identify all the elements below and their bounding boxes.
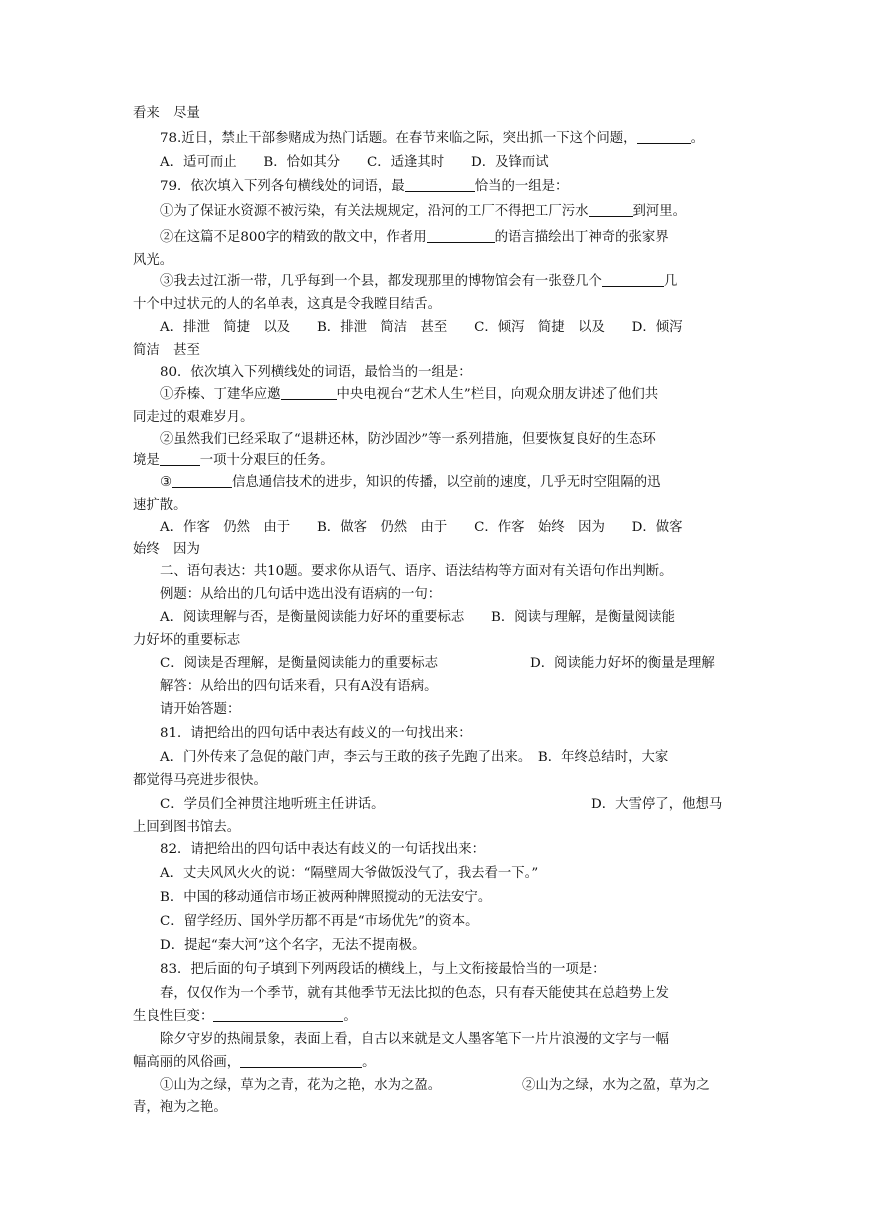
options-78: A．适可而止 B．恰如其分 C．适逢其时 D．及锋而试 [160,155,549,170]
answer-blank [602,272,664,287]
question-78 [160,129,704,149]
text-line: ①乔榛、丁建华应邀 [160,387,281,402]
text-line: 的语言描绘出丁神奇的张家界 [494,230,669,245]
text-line: ①为了保证水资源不被污染，有关法规规定，沿河的工厂不得把工厂污水 [160,204,589,219]
question-83: 83．把后面的句子填到下列两段话的横线上，与上文衔接最恰当的一项是： [160,962,606,977]
text-line: 一项十分艰巨的任务。 [199,453,334,468]
text-line: 上回到图书馆去。 [133,820,241,835]
text-line: 。 [362,1055,376,1070]
text-line: 生良性巨变： [133,1009,214,1024]
text-line: ③我去过江浙一带，几乎每到一个县，都发现那里的博物馆会有一张登几个 [160,274,602,289]
option-82-a: A．丈夫风风火火的说：“隔壁周大爷做饭没气了，我去看一下。” [160,866,539,881]
answer-blank [405,177,475,192]
section-heading: 二、语句表达：共10题。要求你从语气、语序、语法结构等方面对有关语句作出判断。 [160,564,673,579]
text-line: 速扩散。 [133,498,187,513]
option-82-b: B．中国的移动通信市场正被两种牌照搅动的无法安宁。 [160,890,492,905]
example-option-d: D．阅读能力好坏的衡量是理解 [530,656,715,671]
text-line: 79．依次填入下列各句横线处的词语，最 [160,179,405,194]
text-line: 几 [663,274,678,289]
text-line: 风光。 [133,253,174,268]
text-line-blank [133,451,334,471]
text-line: 。 [690,131,704,146]
option-81-c: C．学员们全神贯注地听班主任讲话。 [160,797,385,812]
text-line-blank [133,1053,376,1073]
text-line: 同走过的艰难岁月。 [133,410,254,425]
text-line: 境是 [133,453,160,468]
text-line: 到河里。 [632,204,687,219]
sentence-80-3 [160,473,661,493]
sentence-79-1 [160,202,686,222]
text-line: 始终 因为 [133,542,200,557]
option-82-c: C．留学经历、国外学历都不再是“市场优先”的资本。 [160,914,479,929]
example-option-c: C．阅读是否理解，是衡量阅读能力的重要标志 [160,656,439,671]
text-line: 。 [343,1009,357,1024]
text-line: 信息通信技术的进步，知识的传播，以空前的速度，几乎无时空阻隔的迅 [232,475,661,490]
answer-blank [589,202,633,217]
question-79 [160,177,568,197]
options-81-ab: A．门外传来了急促的敲门声，李云与王敢的孩子先跑了出来。 B．年终总结时，大家 [160,750,669,765]
text-line: 中央电视台“艺术人生”栏目，向观众朋友讲述了他们共 [336,387,659,402]
options-79: A．排泄 简捷 以及 B．排泄 简洁 甚至 C．倾泻 简捷 以及 D．倾泻 [160,320,683,335]
question-81: 81．请把给出的四句话中表达有歧义的一句找出来： [160,726,472,741]
text-line: ③ [160,475,173,490]
passage-83-2: 除夕守岁的热闹景象，表面上看，自古以来就是文人墨客笔下一片片浪漫的文字与一幅 [160,1032,669,1047]
option-82-d: D．提起“秦大河”这个名字，无法不提南极。 [160,938,426,953]
answer-blank [427,228,495,243]
start-prompt: 请开始答题： [160,702,241,717]
option-83-2: ②山为之绿，水为之盈，草为之 [522,1078,710,1093]
text-line: 恰当的一组是： [474,179,569,194]
text-line: 看来 尽量 [133,106,200,121]
question-82: 82．请把给出的四句话中表达有歧义的一句话找出来： [160,842,486,857]
text-line: 幅高丽的风俗画， [133,1055,241,1070]
answer-blank [160,451,200,466]
text-line: ②在这篇不足800字的精致的散文中，作者用 [160,230,427,245]
question-80: 80．依次填入下列横线处的词语，最恰当的一组是： [160,365,472,380]
sentence-80-2: ②虽然我们已经采取了“退耕还林，防沙固沙”等一系列措施，但要恢复良好的生态环 [160,432,656,447]
text-line-blank [133,1007,357,1027]
answer-blank [637,129,691,144]
option-83-1: ①山为之绿，草为之青，花为之艳，水为之盈。 [160,1078,442,1093]
text-line: 都觉得马亮进步很快。 [133,773,267,788]
text-line: 青，袍为之艳。 [133,1100,227,1115]
text-line: 力好坏的重要标志 [133,633,241,648]
text-line: 十个中过状元的人的名单表，这真是令我瞠目结舌。 [133,297,441,312]
answer-blank [240,1053,362,1068]
example-options: A．阅读理解与否，是衡量阅读能力好坏的重要标志 B．阅读与理解，是衡量阅读能 [160,610,675,625]
options-80: A．作客 仍然 由于 B．做客 仍然 由于 C．作客 始终 因为 D．做客 [160,520,683,535]
passage-83-1: 春，仅仅作为一个季节，就有其他季节无法比拟的色态，只有春天能使其在总趋势上发 [160,986,669,1001]
sentence-80-1 [160,385,658,405]
option-81-d: D．大雪停了，他想马 [591,797,723,812]
answer-blank [172,473,232,488]
text-line: 78.近日，禁止干部参赌成为热门话题。在春节来临之际，突出抓一下这个问题， [160,131,637,146]
example-prompt: 例题：从给出的几句话中选出没有语病的一句： [160,587,442,602]
sentence-79-2 [160,228,669,248]
example-answer: 解答：从给出的四句话来看，只有A没有语病。 [160,679,438,694]
answer-blank [213,1007,343,1022]
answer-blank [281,385,337,400]
text-line: 简洁 甚至 [133,343,200,358]
sentence-79-3 [160,272,677,292]
